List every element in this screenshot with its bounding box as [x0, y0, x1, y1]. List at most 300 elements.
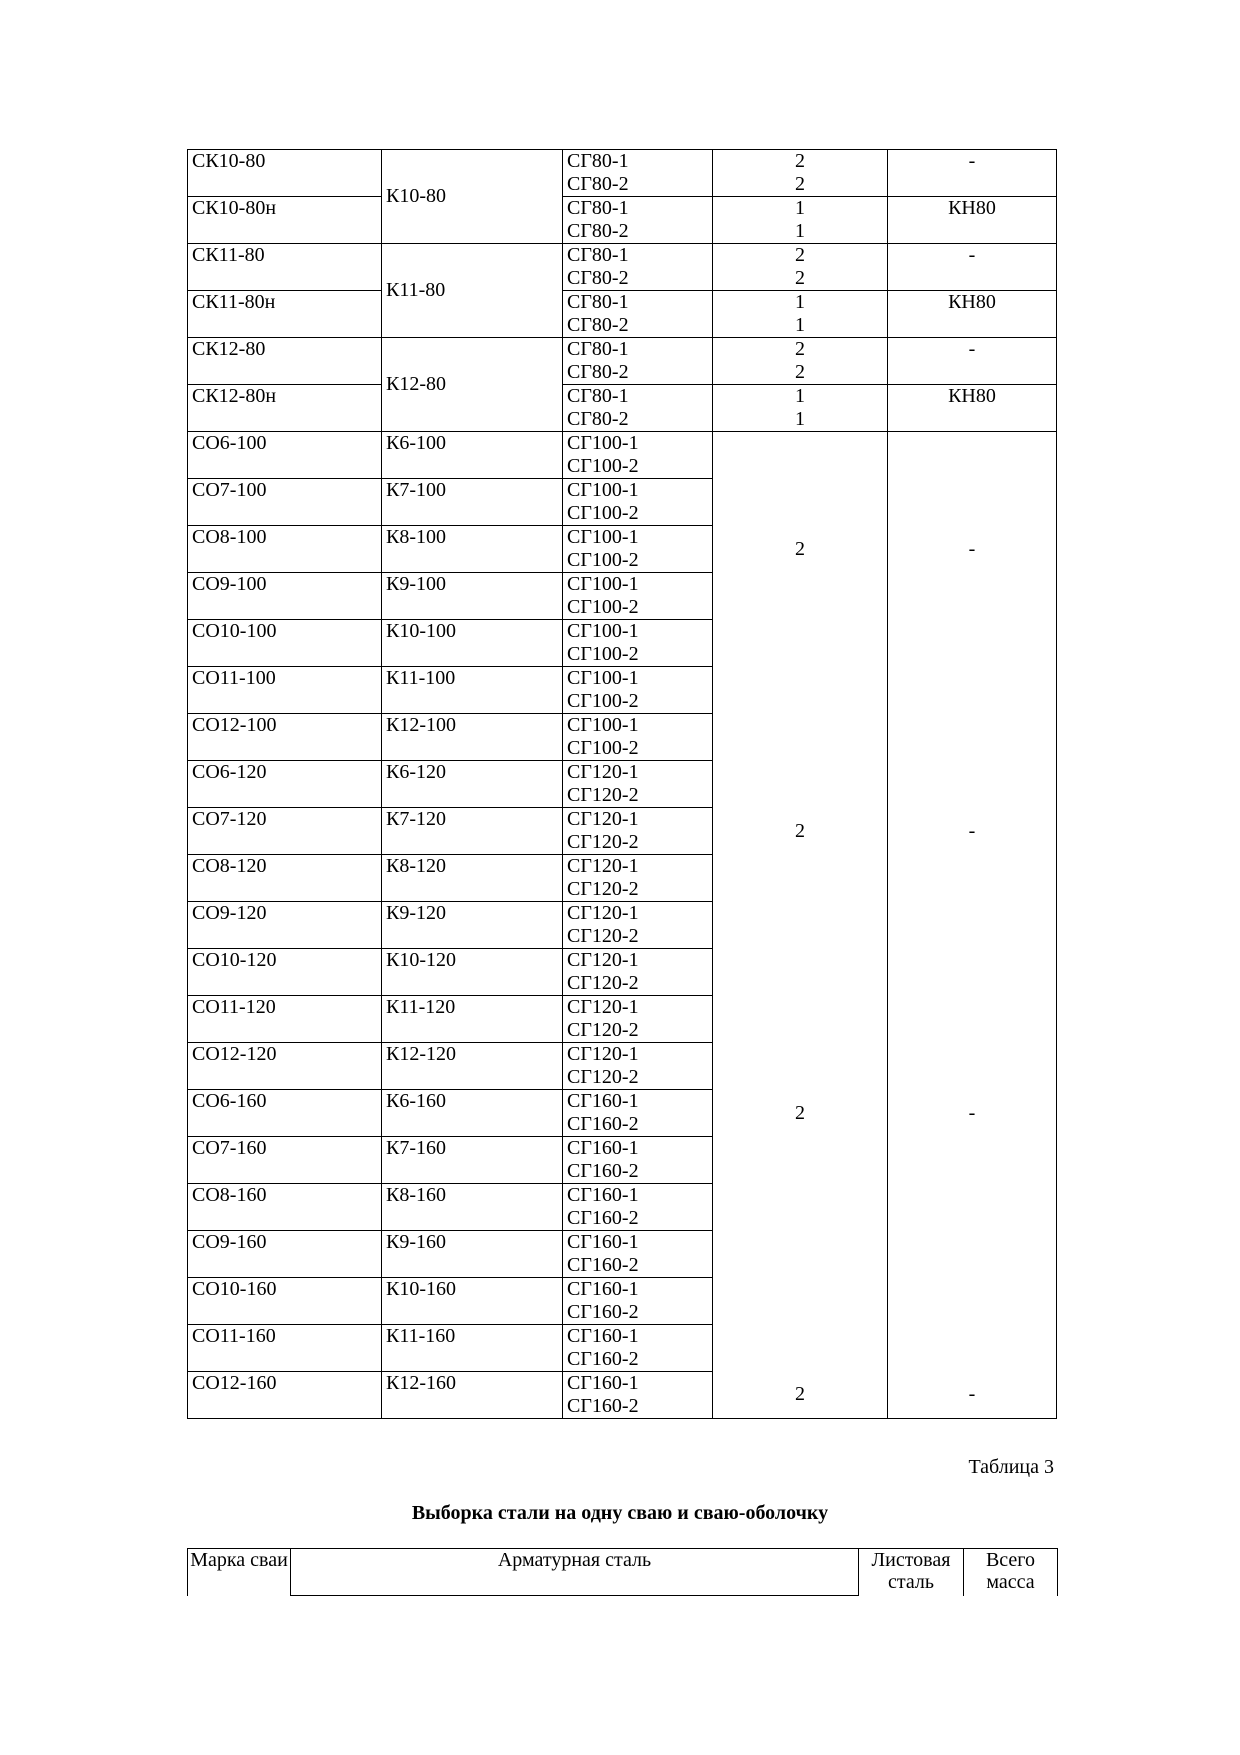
- table-row: [188, 1278, 1057, 1325]
- mesh-mark: [567, 761, 708, 807]
- tip-cell: [888, 855, 1057, 902]
- tip-cell: [888, 291, 1057, 338]
- tip-cell: [888, 1231, 1057, 1278]
- mesh-cell: [563, 150, 713, 197]
- qty-value: [717, 244, 883, 290]
- qty-value: 2: [795, 1101, 805, 1124]
- tip-mark: -: [968, 819, 976, 842]
- mesh-mark-line: СГ80-1: [567, 244, 629, 266]
- pile-mark: СО10-120: [192, 949, 277, 971]
- qty-cell: [713, 1325, 888, 1372]
- tip-cell: [888, 714, 1057, 761]
- mesh-mark-line: СГ100-1: [567, 667, 639, 689]
- pile-mark: СО8-160: [192, 1184, 267, 1206]
- mesh-cell: [563, 761, 713, 808]
- tip-cell: [888, 1325, 1057, 1372]
- pile-mark-cell: [188, 1184, 382, 1231]
- qty-cell: [713, 1372, 888, 1419]
- frame-mark-cell: [382, 620, 563, 667]
- tip-cell: [888, 150, 1057, 197]
- mesh-mark-line: СГ100-1: [567, 714, 639, 736]
- frame-mark: К10-160: [386, 1278, 456, 1300]
- mesh-mark: [567, 1231, 708, 1277]
- mesh-mark-line: СГ120-1: [567, 949, 639, 971]
- table-row: [188, 432, 1057, 479]
- frame-mark: К11-80: [386, 279, 446, 302]
- tip-cell: [888, 667, 1057, 714]
- pile-mark-cell: [188, 620, 382, 667]
- mesh-mark: [567, 1184, 708, 1230]
- mesh-mark: [567, 714, 708, 760]
- qty-value: 2: [795, 819, 805, 842]
- pile-mark: СО6-160: [192, 1090, 267, 1112]
- frame-mark: К11-100: [386, 667, 456, 689]
- frame-mark: К9-100: [386, 573, 446, 595]
- frame-mark: К6-120: [386, 761, 446, 783]
- mesh-cell: [563, 949, 713, 996]
- pile-mark: СО6-100: [192, 432, 267, 454]
- mesh-mark: [567, 996, 708, 1042]
- mesh-mark-line: СГ100-2: [567, 737, 639, 759]
- pile-mark: СО10-100: [192, 620, 277, 642]
- mesh-mark-line: СГ120-2: [567, 1066, 639, 1088]
- tip-cell: [888, 1043, 1057, 1090]
- mesh-mark: [567, 573, 708, 619]
- pile-mark-cell: [188, 432, 382, 479]
- pile-mark-cell: [188, 714, 382, 761]
- qty-value-line: 1: [795, 314, 805, 336]
- mesh-mark-line: СГ80-2: [567, 173, 629, 195]
- mesh-mark-line: СГ160-2: [567, 1395, 639, 1417]
- table-row: [188, 338, 1057, 385]
- mesh-mark-line: СГ80-2: [567, 267, 629, 289]
- mesh-cell: [563, 902, 713, 949]
- mesh-cell: [563, 385, 713, 432]
- mesh-mark-line: СГ160-1: [567, 1184, 639, 1206]
- mesh-mark-line: СГ80-2: [567, 361, 629, 383]
- pile-mark: СО7-160: [192, 1137, 267, 1159]
- tip-mark: КН80: [948, 197, 996, 219]
- table-caption: Таблица 3: [968, 1456, 1054, 1478]
- mesh-cell: [563, 1278, 713, 1325]
- pile-mark-cell: [188, 385, 382, 432]
- pile-mark: СО11-160: [192, 1325, 276, 1347]
- qty-value-line: 2: [795, 267, 805, 289]
- pile-mark: СО11-120: [192, 996, 276, 1018]
- mesh-mark-line: СГ160-1: [567, 1090, 639, 1112]
- qty-cell: [713, 338, 888, 385]
- header-sheet: Листовая сталь: [859, 1549, 964, 1596]
- qty-value: 2: [795, 537, 805, 560]
- pile-mark: СК10-80: [192, 150, 266, 172]
- pile-mark: СК11-80: [192, 244, 265, 266]
- qty-value-line: 1: [795, 385, 805, 407]
- qty-value-line: 1: [795, 408, 805, 430]
- table-row: [188, 1184, 1057, 1231]
- qty-cell: [713, 620, 888, 667]
- qty-value: [717, 385, 883, 431]
- pile-mark-cell: [188, 526, 382, 573]
- qty-value-line: 2: [795, 244, 805, 266]
- frame-mark: К12-100: [386, 714, 456, 736]
- frame-mark: К10-120: [386, 949, 456, 971]
- table-row: [188, 761, 1057, 808]
- tip-cell: [888, 902, 1057, 949]
- qty-cell: [713, 526, 888, 573]
- qty-value: [717, 291, 883, 337]
- qty-value: [717, 197, 883, 243]
- mesh-mark: [567, 620, 708, 666]
- pile-mark: СК12-80н: [192, 385, 277, 407]
- qty-cell: [713, 1184, 888, 1231]
- mesh-mark: [567, 338, 708, 384]
- mesh-mark-line: СГ100-2: [567, 455, 639, 477]
- table-row: [188, 714, 1057, 761]
- tip-cell: [888, 808, 1057, 855]
- tip-cell: [888, 573, 1057, 620]
- tip-cell: [888, 432, 1057, 479]
- frame-mark: К12-120: [386, 1043, 456, 1065]
- qty-value-line: 2: [795, 150, 805, 172]
- qty-value: [717, 150, 883, 196]
- mesh-mark-line: СГ160-2: [567, 1348, 639, 1370]
- mesh-cell: [563, 1325, 713, 1372]
- mesh-mark-line: СГ80-2: [567, 220, 629, 242]
- frame-mark-cell: [382, 1137, 563, 1184]
- pile-mark: СО9-160: [192, 1231, 267, 1253]
- qty-cell: [713, 808, 888, 855]
- table-row: [188, 1137, 1057, 1184]
- table-row: [188, 855, 1057, 902]
- pile-mark-cell: [188, 1090, 382, 1137]
- mesh-mark-line: СГ100-2: [567, 596, 639, 618]
- mesh-mark: [567, 432, 708, 478]
- mesh-mark: [567, 526, 708, 572]
- qty-cell: [713, 761, 888, 808]
- frame-mark-cell: [382, 808, 563, 855]
- frame-mark: К11-160: [386, 1325, 456, 1347]
- pile-mark: СО8-120: [192, 855, 267, 877]
- pile-mark-cell: [188, 902, 382, 949]
- frame-mark: К9-160: [386, 1231, 446, 1253]
- table-row: [188, 244, 1057, 291]
- frame-mark-cell: [382, 761, 563, 808]
- table-row: [188, 197, 1057, 244]
- frame-mark: К9-120: [386, 902, 446, 924]
- qty-cell: [713, 1090, 888, 1137]
- pile-mark: СО6-120: [192, 761, 267, 783]
- header-rebar: Арматурная сталь: [291, 1549, 859, 1596]
- qty-cell: [713, 949, 888, 996]
- mesh-mark-line: СГ100-1: [567, 573, 639, 595]
- pile-mark: СК10-80н: [192, 197, 277, 219]
- qty-value-line: 1: [795, 220, 805, 242]
- pile-mark-cell: [188, 761, 382, 808]
- pile-mark: СО11-100: [192, 667, 276, 689]
- mesh-cell: [563, 197, 713, 244]
- mesh-cell: [563, 714, 713, 761]
- table-row: [188, 150, 1057, 197]
- tip-cell: [888, 949, 1057, 996]
- qty-cell: [713, 432, 888, 479]
- mesh-mark: [567, 1090, 708, 1136]
- mesh-mark-line: СГ120-2: [567, 925, 639, 947]
- mesh-cell: [563, 620, 713, 667]
- table-row: [188, 1325, 1057, 1372]
- mesh-mark-line: СГ160-1: [567, 1278, 639, 1300]
- mesh-cell: [563, 526, 713, 573]
- qty-value-line: 2: [795, 361, 805, 383]
- mesh-cell: [563, 996, 713, 1043]
- qty-cell: [713, 573, 888, 620]
- qty-cell: [713, 667, 888, 714]
- tip-mark: -: [968, 537, 976, 560]
- frame-mark: К7-100: [386, 479, 446, 501]
- mesh-mark-line: СГ100-1: [567, 432, 639, 454]
- mesh-mark-line: СГ160-1: [567, 1325, 639, 1347]
- table-row: [188, 1372, 1057, 1419]
- table3-header-row: [188, 1549, 1058, 1596]
- pile-mark-cell: [188, 244, 382, 291]
- mesh-mark-line: СГ120-2: [567, 1019, 639, 1041]
- pile-mark-cell: [188, 1231, 382, 1278]
- tip-cell: [888, 1184, 1057, 1231]
- mesh-cell: [563, 1372, 713, 1419]
- pile-mark-cell: [188, 1137, 382, 1184]
- tip-cell: [888, 197, 1057, 244]
- table-row: [188, 1043, 1057, 1090]
- mesh-cell: [563, 1184, 713, 1231]
- tip-cell: [888, 1372, 1057, 1419]
- tip-mark: -: [968, 1101, 976, 1124]
- table-row: [188, 667, 1057, 714]
- qty-cell: [713, 714, 888, 761]
- mesh-mark-line: СГ80-1: [567, 385, 629, 407]
- pile-mark: СО7-100: [192, 479, 267, 501]
- mesh-mark: [567, 1278, 708, 1324]
- frame-mark-cell: [382, 949, 563, 996]
- pile-mark-cell: [188, 573, 382, 620]
- mesh-mark-line: СГ120-2: [567, 972, 639, 994]
- mesh-mark: [567, 808, 708, 854]
- mesh-mark: [567, 291, 708, 337]
- steel-table: [187, 149, 1057, 1419]
- mesh-mark-line: СГ120-1: [567, 1043, 639, 1065]
- frame-mark-cell: [382, 1184, 563, 1231]
- table-row: [188, 291, 1057, 338]
- mesh-mark: [567, 667, 708, 713]
- pile-mark-cell: [188, 1043, 382, 1090]
- mesh-cell: [563, 291, 713, 338]
- mesh-mark: [567, 949, 708, 995]
- frame-mark-cell: [382, 1278, 563, 1325]
- qty-value: [717, 338, 883, 384]
- mesh-mark: [567, 1137, 708, 1183]
- pile-mark: СО12-160: [192, 1372, 277, 1394]
- frame-mark-cell: [382, 1043, 563, 1090]
- mesh-mark-line: СГ120-2: [567, 878, 639, 900]
- header-mark: Марка сваи: [188, 1549, 291, 1596]
- tip-cell: [888, 526, 1057, 573]
- mesh-mark-line: СГ100-2: [567, 502, 639, 524]
- pile-mark-cell: [188, 1372, 382, 1419]
- table-row: [188, 479, 1057, 526]
- qty-cell: [713, 150, 888, 197]
- table-row: [188, 526, 1057, 573]
- mesh-cell: [563, 855, 713, 902]
- mesh-cell: [563, 479, 713, 526]
- mesh-mark-line: СГ120-1: [567, 761, 639, 783]
- mesh-mark: [567, 385, 708, 431]
- table-row: [188, 1231, 1057, 1278]
- pile-mark: СО12-120: [192, 1043, 277, 1065]
- mesh-mark: [567, 197, 708, 243]
- mesh-mark-line: СГ100-2: [567, 549, 639, 571]
- mesh-mark: [567, 1043, 708, 1089]
- frame-mark: К10-80: [386, 185, 446, 208]
- frame-mark-cell: [382, 338, 563, 432]
- frame-mark: К12-80: [386, 373, 446, 396]
- frame-mark-cell: [382, 150, 563, 244]
- frame-mark-cell: [382, 573, 563, 620]
- tip-cell: [888, 479, 1057, 526]
- tip-cell: [888, 244, 1057, 291]
- pile-mark: СК12-80: [192, 338, 266, 360]
- qty-cell: [713, 479, 888, 526]
- mesh-mark-line: СГ120-1: [567, 902, 639, 924]
- frame-mark: К8-160: [386, 1184, 446, 1206]
- pile-mark: СО10-160: [192, 1278, 277, 1300]
- qty-value-line: 2: [795, 338, 805, 360]
- pile-mark-cell: [188, 338, 382, 385]
- mesh-mark-line: СГ160-2: [567, 1301, 639, 1323]
- pile-mark-cell: [188, 1325, 382, 1372]
- tip-cell: [888, 996, 1057, 1043]
- mesh-mark: [567, 1325, 708, 1371]
- tip-mark: -: [968, 244, 976, 266]
- frame-mark-cell: [382, 902, 563, 949]
- tip-cell: [888, 1090, 1057, 1137]
- mesh-mark-line: СГ80-2: [567, 314, 629, 336]
- qty-cell: [713, 197, 888, 244]
- pile-mark-cell: [188, 667, 382, 714]
- pile-mark-cell: [188, 150, 382, 197]
- mesh-mark-line: СГ160-1: [567, 1231, 639, 1253]
- qty-cell: [713, 1278, 888, 1325]
- mesh-mark-line: СГ160-1: [567, 1372, 639, 1394]
- tip-mark: -: [968, 1383, 976, 1406]
- tip-mark: КН80: [948, 385, 996, 407]
- qty-cell: [713, 902, 888, 949]
- mesh-mark: [567, 902, 708, 948]
- mesh-mark-line: СГ120-1: [567, 996, 639, 1018]
- frame-mark: К11-120: [386, 996, 456, 1018]
- frame-mark-cell: [382, 1372, 563, 1419]
- mesh-cell: [563, 1137, 713, 1184]
- mesh-cell: [563, 667, 713, 714]
- frame-mark: К7-160: [386, 1137, 446, 1159]
- mesh-mark-line: СГ160-2: [567, 1160, 639, 1182]
- mesh-mark-line: СГ160-2: [567, 1113, 639, 1135]
- pile-mark: СК11-80н: [192, 291, 276, 313]
- mesh-cell: [563, 244, 713, 291]
- mesh-mark-line: СГ80-2: [567, 408, 629, 430]
- tip-mark: -: [968, 338, 976, 360]
- qty-cell: [713, 291, 888, 338]
- mesh-mark-line: СГ160-2: [567, 1254, 639, 1276]
- tip-cell: [888, 385, 1057, 432]
- mesh-cell: [563, 808, 713, 855]
- tip-cell: [888, 338, 1057, 385]
- mesh-mark-line: СГ120-1: [567, 808, 639, 830]
- pile-mark-cell: [188, 1278, 382, 1325]
- mesh-cell: [563, 1090, 713, 1137]
- mesh-mark-line: СГ100-1: [567, 526, 639, 548]
- mesh-mark-line: СГ100-2: [567, 643, 639, 665]
- qty-cell: [713, 996, 888, 1043]
- table-row: [188, 573, 1057, 620]
- tip-cell: [888, 1137, 1057, 1184]
- pile-mark-cell: [188, 996, 382, 1043]
- mesh-mark-line: СГ120-1: [567, 855, 639, 877]
- frame-mark: К6-100: [386, 432, 446, 454]
- pile-mark-cell: [188, 291, 382, 338]
- table-row: [188, 1090, 1057, 1137]
- frame-mark-cell: [382, 996, 563, 1043]
- mesh-mark-line: СГ80-1: [567, 291, 629, 313]
- qty-cell: [713, 1137, 888, 1184]
- frame-mark-cell: [382, 667, 563, 714]
- qty-value: 2: [795, 1383, 805, 1406]
- qty-cell: [713, 1043, 888, 1090]
- qty-cell: [713, 855, 888, 902]
- qty-cell: [713, 244, 888, 291]
- frame-mark: К7-120: [386, 808, 446, 830]
- qty-cell: [713, 1231, 888, 1278]
- table-title: Выборка стали на одну сваю и сваю-оболочку: [411, 1502, 829, 1524]
- table-row: [188, 996, 1057, 1043]
- mesh-mark-line: СГ100-2: [567, 690, 639, 712]
- frame-mark-cell: [382, 1325, 563, 1372]
- mesh-mark-line: СГ80-1: [567, 197, 629, 219]
- pile-mark: СО8-100: [192, 526, 267, 548]
- frame-mark-cell: [382, 432, 563, 479]
- mesh-mark: [567, 150, 708, 196]
- mesh-cell: [563, 432, 713, 479]
- pile-mark-cell: [188, 808, 382, 855]
- mesh-cell: [563, 573, 713, 620]
- mesh-cell: [563, 1043, 713, 1090]
- mesh-mark: [567, 479, 708, 525]
- pile-mark-cell: [188, 855, 382, 902]
- header-total: Всего масса: [964, 1549, 1058, 1596]
- mesh-mark: [567, 1372, 708, 1418]
- mesh-cell: [563, 1231, 713, 1278]
- mesh-mark-line: СГ160-2: [567, 1207, 639, 1229]
- frame-mark-cell: [382, 855, 563, 902]
- frame-mark-cell: [382, 526, 563, 573]
- mesh-mark: [567, 244, 708, 290]
- pile-mark-cell: [188, 197, 382, 244]
- frame-mark-cell: [382, 1231, 563, 1278]
- mesh-mark-line: СГ100-1: [567, 479, 639, 501]
- mesh-mark-line: СГ80-1: [567, 338, 629, 360]
- frame-mark-cell: [382, 714, 563, 761]
- mesh-mark-line: СГ100-1: [567, 620, 639, 642]
- frame-mark: К12-160: [386, 1372, 456, 1394]
- table3-header: [187, 1548, 1058, 1596]
- tip-mark: -: [968, 150, 976, 172]
